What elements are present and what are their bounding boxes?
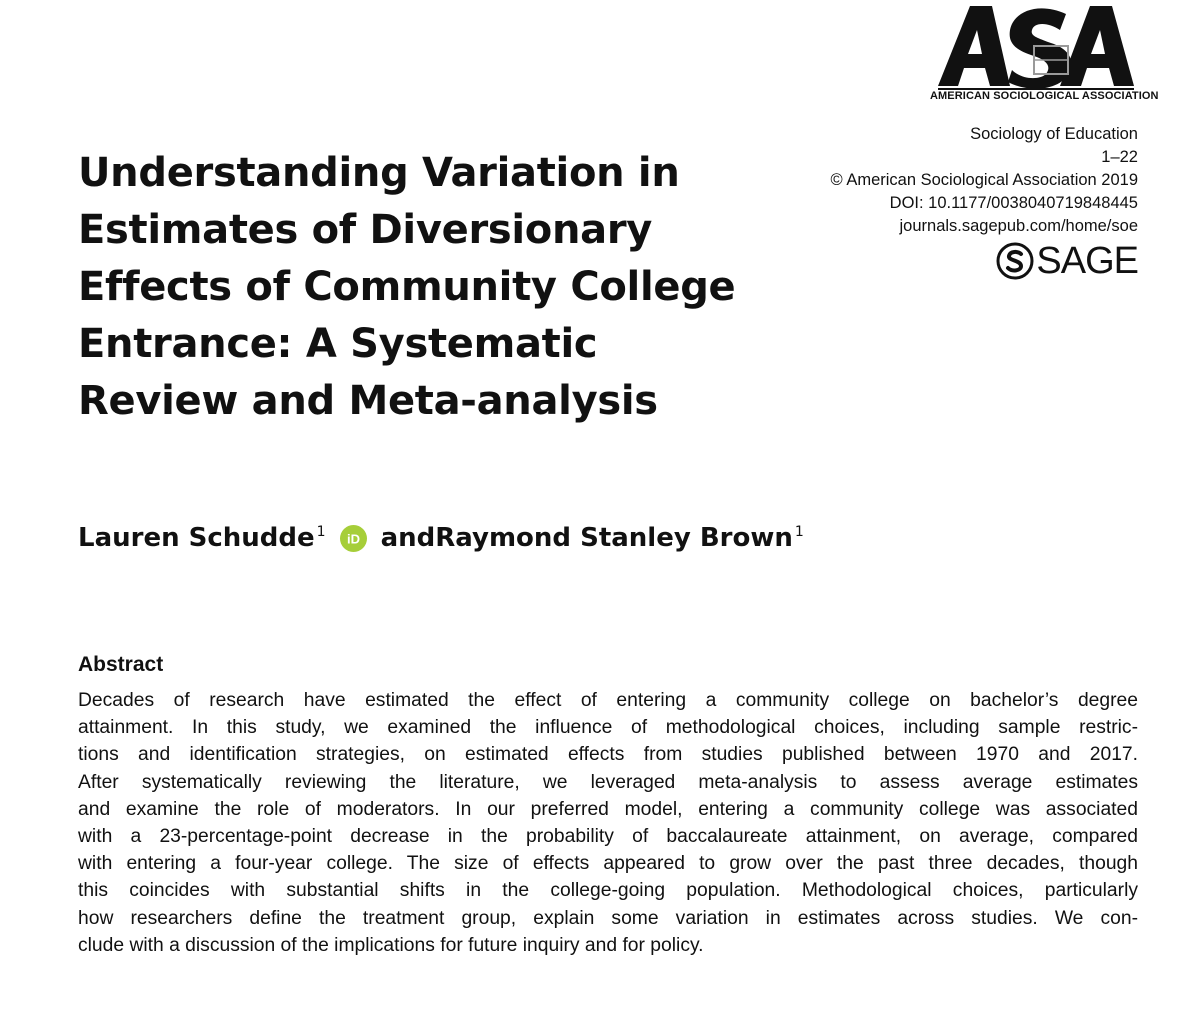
sage-wordmark: SAGE xyxy=(1036,240,1138,282)
author-connector: and xyxy=(380,523,436,553)
sage-logo xyxy=(996,241,1138,281)
abstract-line: Decades of research have estimated the effect of entering a community college on bachelor’s degree xyxy=(78,690,1138,711)
affiliation-marker: 1 xyxy=(794,524,804,540)
journal-doi: DOI: 10.1177/0038040719848445 xyxy=(889,194,1138,212)
orcid-icon[interactable] xyxy=(340,525,367,552)
abstract-line: attainment. In this study, we examined the influence of methodological choices, including sample restric- xyxy=(78,717,1138,739)
author-name: Lauren Schudde xyxy=(78,523,315,553)
journal-url: journals.sagepub.com/home/soe xyxy=(899,217,1138,235)
abstract-body xyxy=(78,687,1138,959)
asa-logo-graphic xyxy=(930,0,1140,90)
affiliation-marker: 1 xyxy=(316,524,326,540)
title-line: Understanding Variation in xyxy=(78,150,680,196)
journal-copyright: © American Sociological Association 2019 xyxy=(830,171,1138,189)
abstract-line: tions and identification strategies, on estimated effects from studies published between 1970 and 2017. xyxy=(78,744,1138,766)
abstract-line: how researchers define the treatment group, explain some variation in estimates across studies. We con- xyxy=(78,907,1138,929)
abstract-line: with a 23-percentage-point decrease in the probability of baccalaureate attainment, on average, compared xyxy=(78,826,1138,848)
title-line: Entrance: A Systematic xyxy=(78,321,598,367)
abstract-line: with entering a four-year college. The size of effects appeared to grow over the past three decades, though xyxy=(78,853,1138,875)
abstract-line: After systematically reviewing the literature, we leveraged meta-analysis to assess average estimates xyxy=(78,771,1138,793)
abstract-line: and examine the role of moderators. In our preferred model, entering a community college was associated xyxy=(78,798,1138,820)
association-name: AMERICAN SOCIOLOGICAL ASSOCIATION xyxy=(930,90,1159,102)
abstract-line: clude with a discussion of the implications for future inquiry and for policy. xyxy=(78,934,704,956)
author-name: Raymond Stanley Brown xyxy=(435,523,793,553)
article-title xyxy=(78,145,798,430)
asa-logo xyxy=(930,0,1159,106)
title-line: Estimates of Diversionary xyxy=(78,207,653,253)
journal-pages: 1–22 xyxy=(1101,148,1138,166)
sage-emblem-icon xyxy=(996,242,1034,280)
journal-name: Sociology of Education xyxy=(970,125,1138,143)
journal-info xyxy=(831,123,1139,238)
title-line: Review and Meta-analysis xyxy=(78,378,658,424)
abstract-heading: Abstract xyxy=(78,653,164,676)
title-line: Effects of Community College xyxy=(78,264,736,310)
abstract-line: this coincides with substantial shifts in the college-going population. Methodological choices, particularly xyxy=(78,880,1138,902)
orcid-label: iD xyxy=(346,531,360,546)
author-list xyxy=(78,520,804,556)
